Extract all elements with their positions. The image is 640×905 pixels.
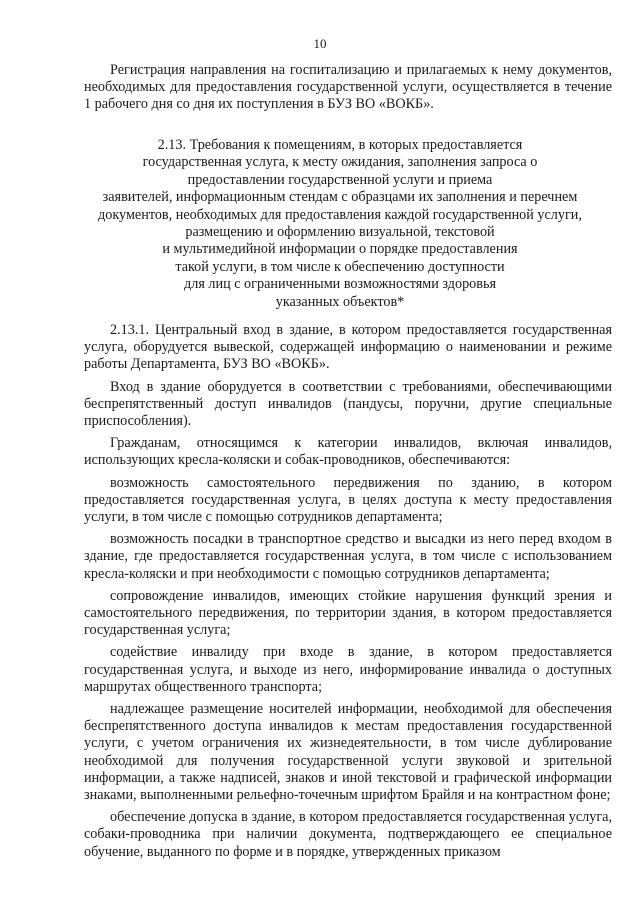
body-paragraph: сопровождение инвалидов, имеющих стойкие нарушения функций зрения и самостоятельного передвижения, по территории здания, в котором предоставляется государственная услуга; — [84, 587, 612, 639]
body-paragraph: надлежащее размещение носителей информации, необходимой для обеспечения беспрепятственного доступа инвалидов к местам предоставления государственной услуги, с учетом ограничения их жизнедеятельности, в том числе дублирование необходимой для получения государственной услуги звуковой и зрительной информации, а также надписей, знаков и иной текстовой и графической информации знаками, выполненными рельефно-точечным шрифтом Брайля и на контрастном фоне; — [84, 701, 612, 804]
body-paragraph: Гражданам, относящимся к категории инвалидов, включая инвалидов, использующих кресла-коляски и собак-проводников, обеспечиваются: — [84, 435, 612, 469]
body-paragraph: 2.13.1. Центральный вход в здание, в котором предоставляется государственная услуга, оборудуется вывеской, содержащей информацию о наименовании и режиме работы Департамента, БУЗ ВО «ВОКБ». — [84, 322, 612, 373]
body-paragraph: возможность посадки в транспортное средство и высадки из него перед входом в здание, где предоставляется государственная услуга, в том числе с использованием кресла-коляски и при необходимости с помощью сотрудников департамента; — [84, 531, 612, 582]
section-heading-line: для лиц с ограниченными возможностями здоровья — [184, 276, 496, 293]
section-heading-line: и мультимедийной информации о порядке предоставления — [162, 241, 518, 258]
section-heading-line: такой услуги, в том числе к обеспечению доступности — [175, 258, 505, 275]
body-paragraph: обеспечение допуска в здание, в котором предоставляется государственная услуга, собаки-проводника при наличии документа, подтверждающего ее специальное обучение, выданного по форме и в порядке, утвержденных приказом — [84, 809, 612, 860]
page-number: 10 — [313, 36, 327, 51]
section-heading-line: документов, необходимых для предоставления каждой государственной услуги, — [98, 206, 582, 223]
body-paragraph: возможность самостоятельного передвижения по зданию, в котором предоставляется государственная услуга, в целях доступа к месту предоставления услуги, в том числе с помощью сотрудников департамента; — [84, 474, 612, 526]
section-heading-line: государственная услуга, к месту ожидания, заполнения запроса о — [142, 154, 538, 171]
section-heading-line: размещению и оформлению визуальной, текстовой — [185, 224, 495, 241]
section-heading-line: предоставлении государственной услуги и приема — [187, 171, 493, 188]
section-heading-line: 2.13. Требования к помещениям, в которых предоставляется — [157, 137, 523, 153]
body-paragraph: Вход в здание оборудуется в соответствии с требованиями, обеспечивающими беспрепятственный доступ инвалидов (пандусы, поручни, другие специальные приспособления). — [84, 378, 612, 430]
intro-paragraph: Регистрация направления на госпитализацию и прилагаемых к нему документов, необходимых для предоставления государственной услуги, осуществляется в течение 1 рабочего дня со дня их поступления в БУЗ ВО «ВОКБ». — [84, 62, 612, 113]
body-paragraph: содействие инвалиду при входе в здание, в котором предоставляется государственная услуга, и выходе из него, информирование инвалида о доступных маршрутах общественного транспорта; — [84, 644, 612, 695]
section-heading — [70, 137, 610, 311]
body-block — [84, 322, 612, 866]
section-heading-line: указанных объектов* — [275, 293, 405, 310]
intro-block — [84, 62, 612, 119]
section-heading-line: заявителей, информационным стендам с образцами их заполнения и перечнем — [102, 189, 578, 206]
